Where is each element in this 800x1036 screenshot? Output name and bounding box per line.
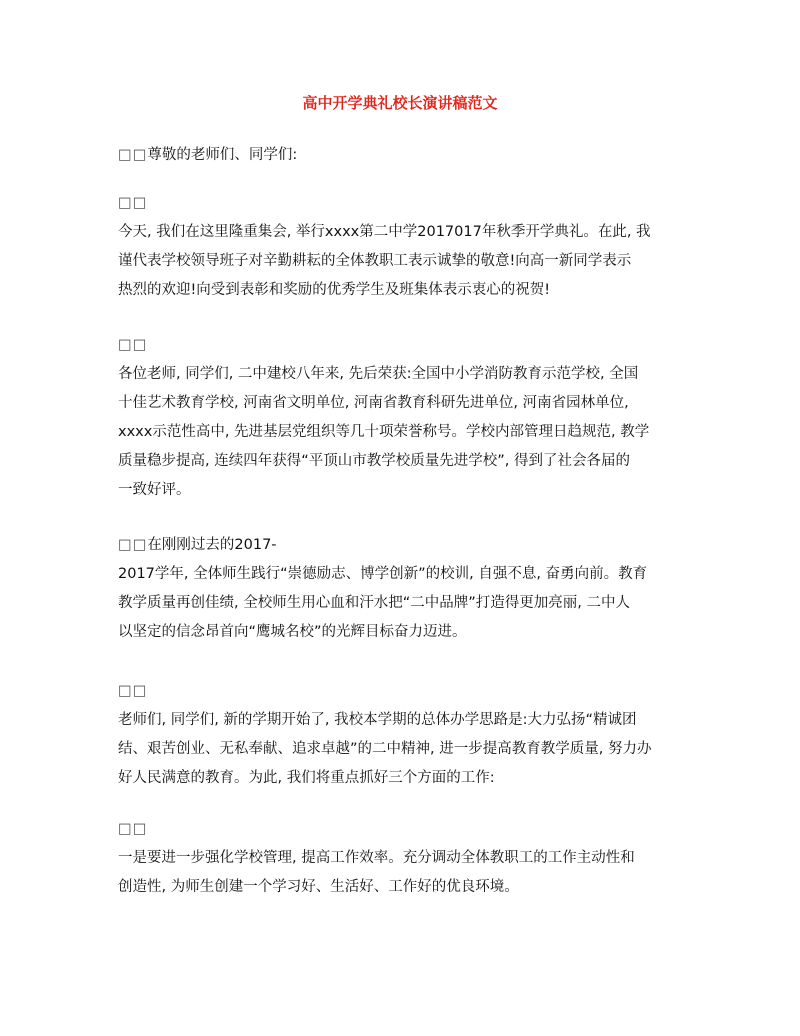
paragraph-line: 教学质量再创佳绩, 全校师生用心血和汗水把“二中品牌”打造得更加亮丽, 二中人 [118,595,630,611]
paragraph-marker: □□ [118,683,148,699]
paragraph-marker: □□ [118,537,148,553]
paragraph-line: xxxx示范性高中, 先进基层党组织等几十项荣誉称号。学校内部管理日趋规范, 教学 [118,424,650,440]
paragraph-line: 今天, 我们在这里隆重集会, 举行xxxx第二中学2017017年秋季开学典礼。在此, 我 [118,224,651,240]
paragraph-line: 十佳艺术教育学校, 河南省文明单位, 河南省教育科研先进单位, 河南省园林单位, [118,395,629,411]
paragraph-line: 各位老师, 同学们, 二中建校八年来, 先后荣获:全国中小学消防教育示范学校, 全国 [118,366,639,382]
paragraph-first-task [118,815,688,902]
document-title: 高中开学典礼校长演讲稿范文 [302,94,498,112]
paragraph-marker: □□ [118,821,148,837]
paragraph-line: 一致好评。 [118,482,191,498]
paragraph-marker: □□ [118,147,148,163]
paragraph-last-year [118,531,688,647]
paragraph-lead: 在刚刚过去的2017- [147,537,277,553]
paragraph-line: 质量稳步提高, 连续四年获得“平顶山市教学校质量先进学校”, 得到了社会各届的 [118,453,630,469]
paragraph-line: 热烈的欢迎!向受到表彰和奖励的优秀学生及班集体表示衷心的祝贺! [118,282,551,298]
greeting-text: 尊敬的老师们、同学们: [147,147,298,163]
paragraph-honors [118,331,688,505]
paragraph-line: 一是要进一步强化学校管理, 提高工作效率。充分调动全体教职工的工作主动性和 [118,850,635,866]
paragraph-new-semester [118,677,688,793]
paragraph-line: 2017学年, 全体师生践行“崇德励志、博学创新”的校训, 自强不息, 奋勇向前。教育 [118,566,648,582]
paragraph-line: 结、艰苦创业、无私奉献、追求卓越”的二中精神, 进一步提高教育教学质量, 努力办 [118,741,652,757]
paragraph-line: 创造性, 为师生创建一个学习好、生活好、工作好的优良环境。 [118,879,519,895]
paragraph-line: 好人民满意的教育。为此, 我们将重点抓好三个方面的工作: [118,770,495,786]
paragraph-marker: □□ [118,195,148,211]
greeting-paragraph [118,141,688,170]
paragraph-opening [118,189,688,305]
paragraph-line: 老师们, 同学们, 新的学期开始了, 我校本学期的总体办学思路是:大力弘扬“精诚团 [118,712,637,728]
paragraph-marker: □□ [118,337,148,353]
paragraph-line: 谨代表学校领导班子对辛勤耕耘的全体教职工表示诚挚的敬意!向高一新同学表示 [118,253,632,269]
paragraph-line: 以坚定的信念昂首向“鹰城名校”的光辉目标奋力迈进。 [118,624,467,640]
